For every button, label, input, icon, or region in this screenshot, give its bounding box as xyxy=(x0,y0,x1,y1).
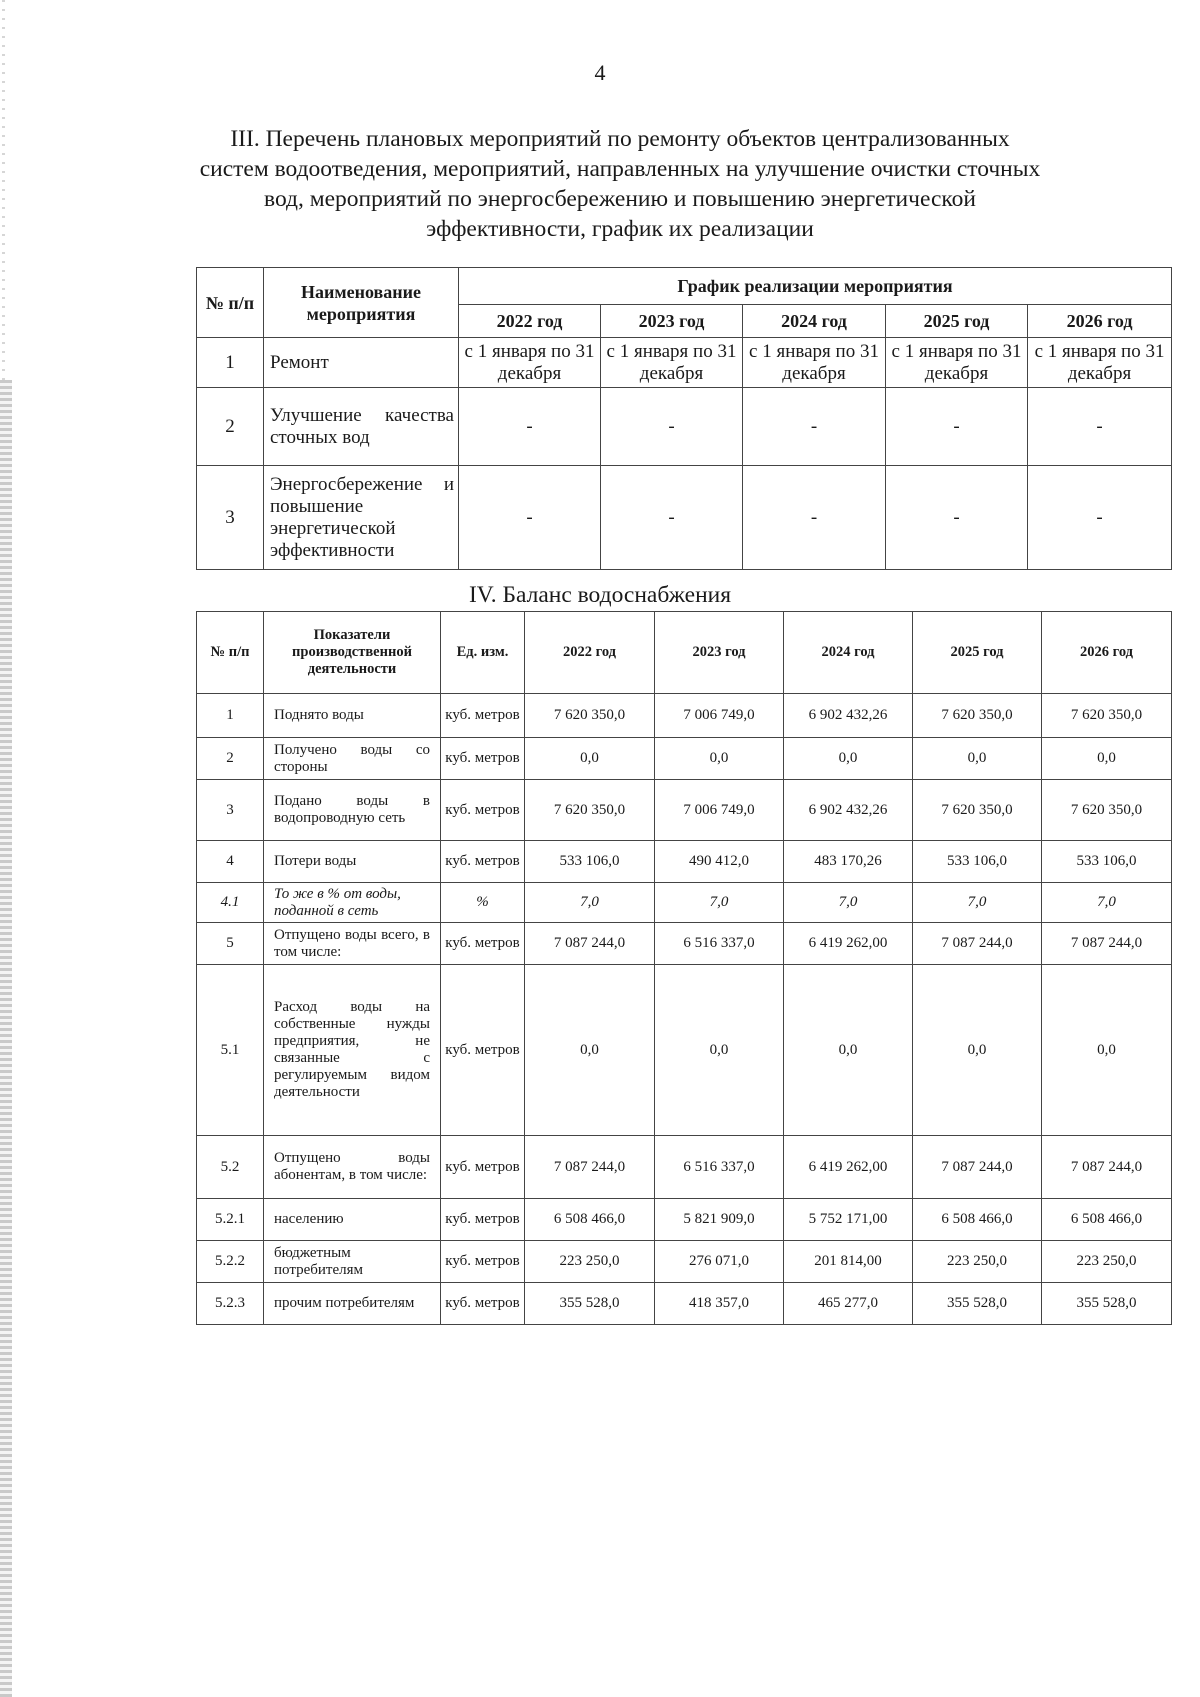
value-cell: 6 419 262,00 xyxy=(784,923,913,965)
indicator-name: Расход воды на собственные нужды предприятия, не связанные с регулируемым видом деятельности xyxy=(264,965,441,1136)
unit-cell: % xyxy=(441,883,525,923)
header-unit: Ед. изм. xyxy=(441,612,525,694)
value-cell: 7,0 xyxy=(784,883,913,923)
unit-cell: куб. метров xyxy=(441,738,525,780)
value-cell: 7,0 xyxy=(525,883,655,923)
value-cell: 355 528,0 xyxy=(1042,1283,1172,1325)
value-cell: 0,0 xyxy=(525,738,655,780)
unit-cell: куб. метров xyxy=(441,1136,525,1199)
value-cell: 7 620 350,0 xyxy=(1042,694,1172,738)
value-cell: 6 419 262,00 xyxy=(784,1136,913,1199)
table-row xyxy=(197,841,1172,883)
header-year: 2022 год xyxy=(525,612,655,694)
value-cell: 5 752 171,00 xyxy=(784,1199,913,1241)
value-cell: 5 821 909,0 xyxy=(655,1199,784,1241)
value-cell: 7 620 350,0 xyxy=(1042,780,1172,841)
header-year: 2026 год xyxy=(1028,305,1172,338)
value-cell: 7,0 xyxy=(655,883,784,923)
value-cell: 418 357,0 xyxy=(655,1283,784,1325)
value-cell: 7,0 xyxy=(1042,883,1172,923)
indicator-name: населению xyxy=(264,1199,441,1241)
schedule-cell: - xyxy=(1028,388,1172,466)
header-year: 2025 год xyxy=(913,612,1042,694)
value-cell: 7 087 244,0 xyxy=(525,1136,655,1199)
value-cell: 7 620 350,0 xyxy=(913,694,1042,738)
unit-cell: куб. метров xyxy=(441,1241,525,1283)
value-cell: 0,0 xyxy=(1042,965,1172,1136)
header-year: 2026 год xyxy=(1042,612,1172,694)
value-cell: 7 087 244,0 xyxy=(1042,1136,1172,1199)
scan-edge-artifact-top xyxy=(2,0,5,380)
table-row xyxy=(197,1136,1172,1199)
table-row xyxy=(197,338,1172,388)
header-year: 2023 год xyxy=(601,305,743,338)
header-num: № п/п xyxy=(197,612,264,694)
section-4-title: IV. Баланс водоснабжения xyxy=(468,582,732,608)
row-num: 5.1 xyxy=(197,965,264,1136)
table-row xyxy=(197,1199,1172,1241)
value-cell: 223 250,0 xyxy=(913,1241,1042,1283)
section-3-title-line: эффективности, график их реализации xyxy=(426,216,814,242)
header-year: 2023 год xyxy=(655,612,784,694)
value-cell: 7 087 244,0 xyxy=(913,1136,1042,1199)
schedule-cell: с 1 января по 31 декабря xyxy=(1028,338,1172,388)
section-3-title-line: вод, мероприятий по энергосбережению и повышению энергетической xyxy=(264,186,976,212)
value-cell: 0,0 xyxy=(655,738,784,780)
unit-cell: куб. метров xyxy=(441,841,525,883)
value-cell: 7 087 244,0 xyxy=(913,923,1042,965)
schedule-cell: - xyxy=(886,466,1028,570)
header-activity-name: Наименование мероприятия xyxy=(264,268,459,338)
row-num: 5 xyxy=(197,923,264,965)
value-cell: 7 620 350,0 xyxy=(913,780,1042,841)
schedule-cell: - xyxy=(459,466,601,570)
row-num: 3 xyxy=(197,466,264,570)
value-cell: 6 508 466,0 xyxy=(913,1199,1042,1241)
value-cell: 0,0 xyxy=(784,965,913,1136)
schedule-cell: с 1 января по 31 декабря xyxy=(886,338,1028,388)
table-row xyxy=(197,780,1172,841)
header-indicator: Показатели производственной деятельности xyxy=(264,612,441,694)
row-num: 2 xyxy=(197,738,264,780)
schedule-cell: - xyxy=(1028,466,1172,570)
value-cell: 7 087 244,0 xyxy=(1042,923,1172,965)
schedule-cell: - xyxy=(743,466,886,570)
indicator-name: Поднято воды xyxy=(264,694,441,738)
value-cell: 465 277,0 xyxy=(784,1283,913,1325)
section-3-title xyxy=(160,124,1080,244)
row-num: 2 xyxy=(197,388,264,466)
unit-cell: куб. метров xyxy=(441,694,525,738)
schedule-cell: с 1 января по 31 декабря xyxy=(601,338,743,388)
indicator-name: То же в % от воды, поданной в сеть xyxy=(264,883,441,923)
value-cell: 533 106,0 xyxy=(1042,841,1172,883)
page-number: 4 xyxy=(594,60,606,85)
schedule-cell: - xyxy=(743,388,886,466)
header-year: 2025 год xyxy=(886,305,1028,338)
value-cell: 0,0 xyxy=(1042,738,1172,780)
value-cell: 6 516 337,0 xyxy=(655,923,784,965)
value-cell: 7 006 749,0 xyxy=(655,694,784,738)
indicator-name: прочим потребителям xyxy=(264,1283,441,1325)
value-cell: 7 006 749,0 xyxy=(655,780,784,841)
indicator-name: Отпущено воды абонентам, в том числе: xyxy=(264,1136,441,1199)
value-cell: 7 620 350,0 xyxy=(525,694,655,738)
value-cell: 0,0 xyxy=(784,738,913,780)
value-cell: 6 508 466,0 xyxy=(1042,1199,1172,1241)
row-num: 5.2.2 xyxy=(197,1241,264,1283)
unit-cell: куб. метров xyxy=(441,1199,525,1241)
value-cell: 533 106,0 xyxy=(525,841,655,883)
row-num: 5.2.1 xyxy=(197,1199,264,1241)
indicator-name: Отпущено воды всего, в том числе: xyxy=(264,923,441,965)
schedule-cell: с 1 января по 31 декабря xyxy=(743,338,886,388)
table-row xyxy=(197,388,1172,466)
value-cell: 7 620 350,0 xyxy=(525,780,655,841)
schedule-table xyxy=(196,267,1172,570)
header-year: 2024 год xyxy=(784,612,913,694)
value-cell: 0,0 xyxy=(913,965,1042,1136)
table-row xyxy=(197,965,1172,1136)
value-cell: 483 170,26 xyxy=(784,841,913,883)
value-cell: 355 528,0 xyxy=(913,1283,1042,1325)
row-num: 4.1 xyxy=(197,883,264,923)
unit-cell: куб. метров xyxy=(441,965,525,1136)
scan-edge-artifact xyxy=(0,380,12,1697)
value-cell: 7 087 244,0 xyxy=(525,923,655,965)
activity-name: Энергосбережение и повышение энергетической эффективности xyxy=(264,466,459,570)
value-cell: 6 516 337,0 xyxy=(655,1136,784,1199)
activity-name: Улучшение качества сточных вод xyxy=(264,388,459,466)
header-year: 2022 год xyxy=(459,305,601,338)
value-cell: 355 528,0 xyxy=(525,1283,655,1325)
row-num: 5.2.3 xyxy=(197,1283,264,1325)
value-cell: 276 071,0 xyxy=(655,1241,784,1283)
table-row xyxy=(197,694,1172,738)
unit-cell: куб. метров xyxy=(441,923,525,965)
value-cell: 7,0 xyxy=(913,883,1042,923)
table-row xyxy=(197,883,1172,923)
header-year: 2024 год xyxy=(743,305,886,338)
row-num: 4 xyxy=(197,841,264,883)
value-cell: 201 814,00 xyxy=(784,1241,913,1283)
table-row xyxy=(197,1283,1172,1325)
unit-cell: куб. метров xyxy=(441,1283,525,1325)
value-cell: 223 250,0 xyxy=(525,1241,655,1283)
unit-cell: куб. метров xyxy=(441,780,525,841)
header-num: № п/п xyxy=(197,268,264,338)
indicator-name: бюджетным потребителям xyxy=(264,1241,441,1283)
schedule-cell: с 1 января по 31 декабря xyxy=(459,338,601,388)
section-3-title-line: систем водоотведения, мероприятий, направленных на улучшение очистки сточных xyxy=(199,156,1041,182)
water-balance-table xyxy=(196,611,1172,1325)
table-row xyxy=(197,923,1172,965)
header-schedule: График реализации мероприятия xyxy=(459,268,1172,305)
table-row xyxy=(197,466,1172,570)
schedule-cell: - xyxy=(601,466,743,570)
table-row xyxy=(197,1241,1172,1283)
value-cell: 6 508 466,0 xyxy=(525,1199,655,1241)
indicator-name: Подано воды в водопроводную сеть xyxy=(264,780,441,841)
row-num: 5.2 xyxy=(197,1136,264,1199)
table-row xyxy=(197,738,1172,780)
value-cell: 0,0 xyxy=(525,965,655,1136)
value-cell: 6 902 432,26 xyxy=(784,780,913,841)
value-cell: 6 902 432,26 xyxy=(784,694,913,738)
value-cell: 0,0 xyxy=(913,738,1042,780)
row-num: 1 xyxy=(197,338,264,388)
value-cell: 0,0 xyxy=(655,965,784,1136)
value-cell: 223 250,0 xyxy=(1042,1241,1172,1283)
schedule-cell: - xyxy=(459,388,601,466)
section-3-title-line: III. Перечень плановых мероприятий по ремонту объектов централизованных xyxy=(230,126,1010,152)
indicator-name: Получено воды со стороны xyxy=(264,738,441,780)
row-num: 3 xyxy=(197,780,264,841)
indicator-name: Потери воды xyxy=(264,841,441,883)
schedule-cell: - xyxy=(886,388,1028,466)
value-cell: 533 106,0 xyxy=(913,841,1042,883)
value-cell: 490 412,0 xyxy=(655,841,784,883)
activity-name: Ремонт xyxy=(264,338,459,388)
schedule-cell: - xyxy=(601,388,743,466)
row-num: 1 xyxy=(197,694,264,738)
